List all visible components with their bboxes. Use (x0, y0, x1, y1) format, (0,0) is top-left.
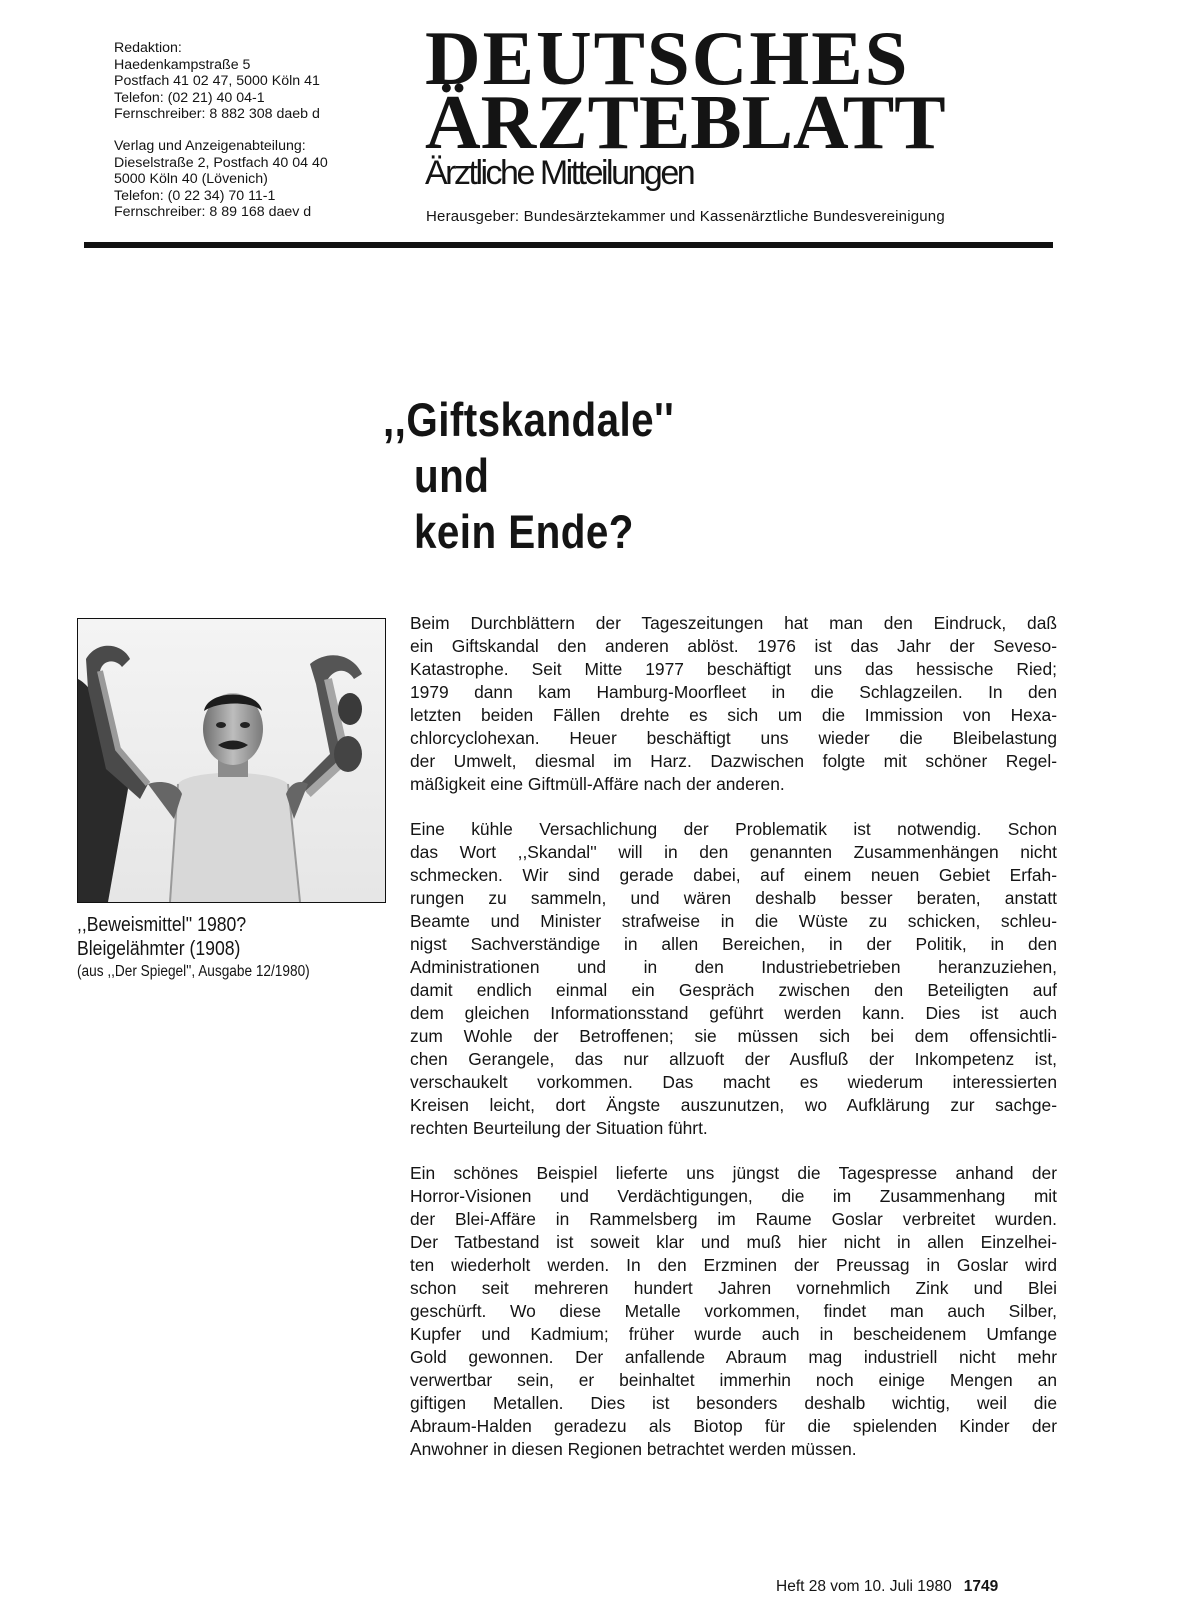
text-line: Anwohner in diesen Regionen betrachtet werden müssen. (410, 1439, 857, 1459)
text-line: das Wort ,,Skandal'' will in den genannten Zusammenhängen nicht (410, 842, 1057, 862)
text-line: schmecken. Wir sind gerade dabei, auf einem neuen Gebiet Erfah- (410, 865, 1057, 885)
address-line: Haedenkampstraße 5 (114, 56, 251, 73)
caption-source: (aus ,,Der Spiegel'', Ausgabe 12/1980) (77, 963, 310, 980)
text-line: dem gleichen Informationsstand geführt werden kann. Dies ist auch (410, 1003, 1057, 1023)
text-line: Kupfer und Kadmium; früher wurde auch in bescheidenem Umfange (410, 1324, 1057, 1344)
page-number: 1749 (963, 1578, 999, 1595)
text-line: Beim Durchblättern der Tageszeitungen hat man den Eindruck, daß (410, 613, 1057, 633)
text-line: Kreisen leicht, dort Ängste auszunutzen, wo Aufklärung zur sachge- (410, 1095, 1057, 1115)
text-line: 1979 dann kam Hamburg-Moorfleet in die Schlagzeilen. In den (410, 682, 1057, 702)
address-line: Telefon: (02 21) 40 04-1 (114, 89, 265, 106)
text-line: damit endlich einmal ein Gespräch zwischen den Beteiligten auf (410, 980, 1057, 1000)
article-body (410, 612, 1057, 1483)
address-line: Telefon: (0 22 34) 70 11-1 (114, 187, 276, 204)
text-line: Der Tatbestand ist soweit klar und muß hier nicht in allen Einzelhei- (410, 1232, 1057, 1252)
text-line: Beamte und Minister strafweise in die Wüste zu schicken, schleu- (410, 911, 1057, 931)
headline-line: ,,Giftskandale'' (383, 393, 675, 446)
paragraph (410, 1162, 1057, 1461)
text-line: Ein schönes Beispiel lieferte uns jüngst die Tagespresse anhand der (410, 1163, 1057, 1183)
text-line: Horror-Visionen und Verdächtigungen, die im Zusammenhang mit (410, 1186, 1057, 1206)
text-line: ein Giftskandal den anderen ablöst. 1976 ist das Jahr der Seveso- (410, 636, 1057, 656)
caption-line: ,,Beweismittel'' 1980? (77, 914, 247, 936)
text-line: rechten Beurteilung der Situation führt. (410, 1118, 708, 1138)
address-line: Fernschreiber: 8 89 168 daev d (114, 204, 312, 221)
text-line: chen Gerangele, das nur allzuoft der Ausfluß der Inkompetenz ist, (410, 1049, 1057, 1069)
text-line: verwertbar sein, er beinhaltet immerhin noch einige Mengen an (410, 1370, 1057, 1390)
text-line: rungen zu sammeln, und wären deshalb besser beraten, anstatt (410, 888, 1057, 908)
text-line: Gold gewonnen. Der anfallende Abraum mag industriell nicht mehr (410, 1347, 1057, 1367)
text-line: letzten beiden Fällen drehte es sich um die Immission von Hexa- (410, 705, 1057, 725)
masthead-subtitle: Ärztliche Mitteilungen (425, 154, 694, 192)
article-headline (383, 392, 674, 560)
paragraph (410, 612, 1057, 796)
photo-illustration (78, 619, 385, 902)
text-line: schon seit mehreren hundert Jahren vornehmlich Zink und Blei (410, 1278, 1057, 1298)
address-line: Verlag und Anzeigenabteilung: (114, 138, 306, 154)
text-line: Eine kühle Versachlichung der Problematik ist notwendig. Schon (410, 819, 1057, 839)
paragraph (410, 818, 1057, 1140)
text-line: Katastrophe. Seit Mitte 1977 beschäftigt uns das hessische Ried; (410, 659, 1057, 679)
text-line: mäßigkeit eine Giftmüll-Affäre nach der anderen. (410, 774, 785, 794)
text-line: ten wiederholt werden. In den Erzminen der Preussag in Goslar wird (410, 1255, 1057, 1275)
text-line: der Blei-Affäre in Rammelsberg im Raume Goslar verbreitet wurden. (410, 1209, 1057, 1229)
text-line: Abraum-Halden geradezu als Biotop für die spielenden Kinder der (410, 1416, 1057, 1436)
issue-info: Heft 28 vom 10. Juli 1980 (776, 1578, 952, 1595)
masthead-rule (84, 242, 1053, 248)
text-line: Administrationen und in den Industriebetrieben heranzuziehen, (410, 957, 1057, 977)
text-line: chlorcyclohexan. Heuer beschäftigt uns wieder die Bleibelastung (410, 728, 1057, 748)
address-line: Redaktion: (114, 40, 182, 56)
headline-line: kein Ende? (413, 505, 634, 558)
text-line: geschürft. Wo diese Metalle vorkommen, findet man auch Silber, (410, 1301, 1057, 1321)
text-line: verschaukelt vorkommen. Das macht es wiederum interessierten (410, 1072, 1057, 1092)
photo-caption (77, 913, 310, 983)
editorial-address (114, 40, 414, 123)
text-line: zum Wohle der Betroffenen; sie müssen sich bei dem offensichtli- (410, 1026, 1057, 1046)
address-line: Fernschreiber: 8 882 308 daeb d (114, 106, 320, 123)
masthead-title-line1: DEUTSCHES (425, 15, 910, 101)
caption-line: Bleigelähmter (1908) (77, 938, 241, 960)
address-line: Postfach 41 02 47, 5000 Köln 41 (114, 73, 320, 90)
text-line: giftigen Metallen. Dies ist besonders deshalb wichtig, weil die (410, 1393, 1057, 1413)
text-line: der Umwelt, diesmal im Harz. Dazwischen folgte mit schöner Regel- (410, 751, 1057, 771)
address-line: Dieselstraße 2, Postfach 40 04 40 (114, 154, 328, 171)
publisher-line: Herausgeber: Bundesärztekammer und Kassenärztliche Bundesvereinigung (426, 208, 945, 225)
page-footer (776, 1578, 998, 1596)
headline-line: und (413, 449, 490, 502)
masthead (425, 15, 1105, 192)
article-photo (77, 618, 386, 903)
address-line: 5000 Köln 40 (Lövenich) (114, 171, 268, 188)
publishing-address (114, 138, 414, 221)
text-line: nigst Sachverständige in allen Bereichen, in der Politik, in den (410, 934, 1057, 954)
masthead-title-line2: ÄRZTEBLATT (425, 79, 946, 165)
